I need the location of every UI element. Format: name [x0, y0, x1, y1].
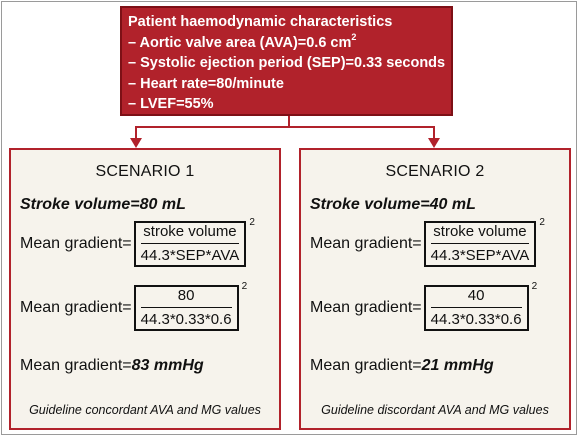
formula-numerator: stroke volume — [141, 221, 240, 244]
scenario-title: SCENARIO 2 — [385, 163, 485, 180]
stroke-volume: Stroke volume=80 mL — [20, 196, 186, 213]
formula-denominator: 44.3*SEP*AVA — [140, 247, 240, 264]
formula-bracket — [134, 285, 239, 331]
result-label: Mean gradient= — [20, 357, 132, 374]
substituted-formula — [310, 281, 538, 332]
formula-label: Mean gradient= — [310, 299, 422, 316]
formula-bracket — [134, 221, 247, 267]
mean-gradient-result — [310, 357, 494, 375]
ava-text: – Aortic valve area (AVA)=0.6 cm — [128, 34, 352, 51]
header-line-sep: – Systolic ejection period (SEP)=0.33 seconds — [128, 55, 446, 71]
formula-fraction — [141, 221, 240, 267]
guideline-note: Guideline discordant AVA and MG values — [321, 403, 549, 417]
formula-denominator: 44.3*SEP*AVA — [430, 247, 530, 264]
formula-numerator: 40 — [431, 285, 522, 308]
formula-label: Mean gradient= — [20, 299, 132, 316]
general-formula — [310, 217, 545, 268]
unit-superscript: 2 — [351, 31, 357, 42]
formula-fraction — [141, 285, 232, 331]
scenario-title: SCENARIO 1 — [95, 163, 195, 180]
result-value: 21 mmHg — [421, 357, 494, 374]
formula-numerator: stroke volume — [431, 221, 530, 244]
formula-denominator: 44.3*0.33*0.6 — [140, 311, 232, 328]
scenario-1-box — [9, 148, 281, 430]
arrowhead-left — [130, 138, 142, 148]
formula-bracket — [424, 285, 529, 331]
formula-fraction — [431, 285, 522, 331]
header-line-heart-rate: – Heart rate=80/minute — [128, 75, 284, 92]
header-title: Patient haemodynamic characteristics — [128, 14, 393, 30]
formula-exponent: 2 — [539, 217, 545, 228]
result-value: 83 mmHg — [131, 357, 204, 374]
formula-bracket — [424, 221, 537, 267]
formula-exponent: 2 — [249, 217, 255, 228]
guideline-note: Guideline concordant AVA and MG values — [29, 403, 261, 417]
stroke-volume: Stroke volume=40 mL — [310, 196, 476, 213]
formula-exponent: 2 — [531, 281, 538, 292]
header-line-lvef: – LVEF=55% — [128, 96, 214, 112]
result-label: Mean gradient= — [310, 357, 422, 374]
formula-fraction — [431, 221, 530, 267]
formula-exponent: 2 — [241, 281, 248, 292]
formula-label: Mean gradient= — [310, 235, 422, 252]
formula-label: Mean gradient= — [20, 235, 132, 252]
arrowhead-right — [428, 138, 440, 148]
general-formula — [20, 217, 255, 268]
scenario-2-box — [299, 148, 571, 430]
mean-gradient-result — [20, 357, 204, 375]
substituted-formula — [20, 281, 248, 332]
formula-denominator: 44.3*0.33*0.6 — [430, 311, 522, 328]
formula-numerator: 80 — [141, 285, 232, 308]
